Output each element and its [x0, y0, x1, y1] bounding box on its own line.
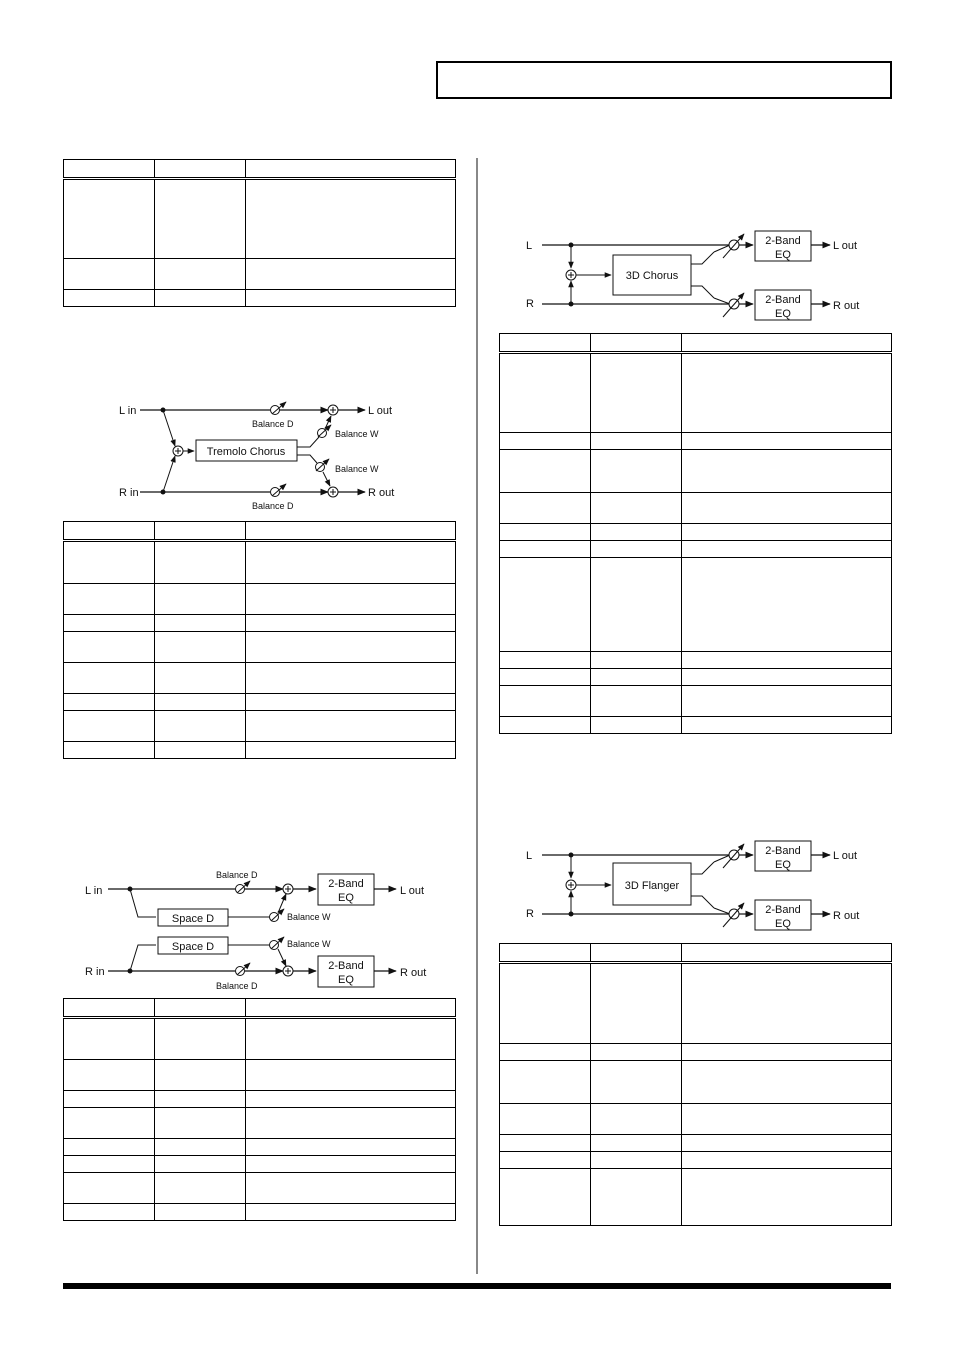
- svg-text:EQ: EQ: [338, 892, 354, 904]
- balance-w-knob-top: [270, 913, 279, 922]
- svg-text:EQ: EQ: [775, 918, 791, 930]
- column-divider: [476, 158, 478, 1274]
- r-out-label: R out: [368, 487, 395, 499]
- 3d-chorus-diagram: [520, 228, 870, 324]
- balance-d-knob-bottom: [271, 488, 280, 497]
- tremolo-chorus-diagram: [110, 400, 410, 515]
- balance-w-label-top: Balance W: [287, 912, 331, 922]
- l-in-label: L in: [85, 885, 103, 897]
- r-in-label: R in: [85, 966, 105, 978]
- svg-text:EQ: EQ: [338, 974, 354, 986]
- r-label: R: [526, 908, 534, 920]
- svg-text:EQ: EQ: [775, 308, 791, 320]
- balance-d-knob-top: [271, 406, 280, 415]
- balance-d-label-top: Balance D: [216, 870, 258, 880]
- 3d-chorus-parameter-table: [499, 333, 892, 734]
- balance-w-knob-bottom: [270, 941, 279, 950]
- space-d-label-bottom: Space D: [171, 941, 215, 953]
- l-in-label: L in: [119, 405, 137, 417]
- balance-w-label-top: Balance W: [335, 429, 379, 439]
- svg-text:2-Band: 2-Band: [765, 294, 801, 306]
- space-d-parameter-table: [63, 998, 456, 1221]
- balance-d-label-top: Balance D: [252, 419, 294, 429]
- l-out-label: L out: [833, 850, 858, 862]
- l-label: L: [526, 850, 533, 862]
- space-d-label-top: Space D: [171, 913, 215, 925]
- l-out-label: L out: [368, 405, 393, 417]
- chapter-header-box: [436, 61, 892, 99]
- l-out-label: L out: [833, 240, 858, 252]
- r-label: R: [526, 298, 534, 310]
- svg-text:2-Band: 2-Band: [765, 904, 801, 916]
- footer-rule: [63, 1283, 891, 1289]
- r-out-label: R out: [833, 300, 860, 312]
- balance-d-label-bottom: Balance D: [216, 981, 258, 991]
- l-out-label: L out: [400, 885, 425, 897]
- space-d-diagram: [80, 865, 440, 995]
- 3d-flanger-parameter-table: [499, 943, 892, 1226]
- svg-text:EQ: EQ: [775, 859, 791, 871]
- svg-text:EQ: EQ: [775, 249, 791, 261]
- tremolo-chorus-parameter-table: [63, 521, 456, 759]
- 3d-flanger-diagram: [520, 838, 870, 934]
- tremolo-chorus-label: Tremolo Chorus: [206, 446, 286, 458]
- svg-text:2-Band: 2-Band: [765, 235, 801, 247]
- svg-text:2-Band: 2-Band: [328, 878, 364, 890]
- r-out-label: R out: [833, 910, 860, 922]
- svg-text:2-Band: 2-Band: [328, 960, 364, 972]
- balance-w-label-bottom: Balance W: [287, 939, 331, 949]
- r-out-label: R out: [400, 967, 427, 979]
- balance-d-knob-bottom: [236, 967, 245, 976]
- 3d-flanger-label: 3D Flanger: [624, 880, 680, 892]
- parameter-table-continued: [63, 159, 456, 307]
- balance-d-label-bottom: Balance D: [252, 501, 294, 511]
- l-label: L: [526, 240, 533, 252]
- svg-text:2-Band: 2-Band: [765, 845, 801, 857]
- r-in-label: R in: [119, 487, 139, 499]
- 3d-chorus-label: 3D Chorus: [625, 270, 679, 282]
- balance-w-label-bottom: Balance W: [335, 464, 379, 474]
- balance-d-knob-top: [236, 885, 245, 894]
